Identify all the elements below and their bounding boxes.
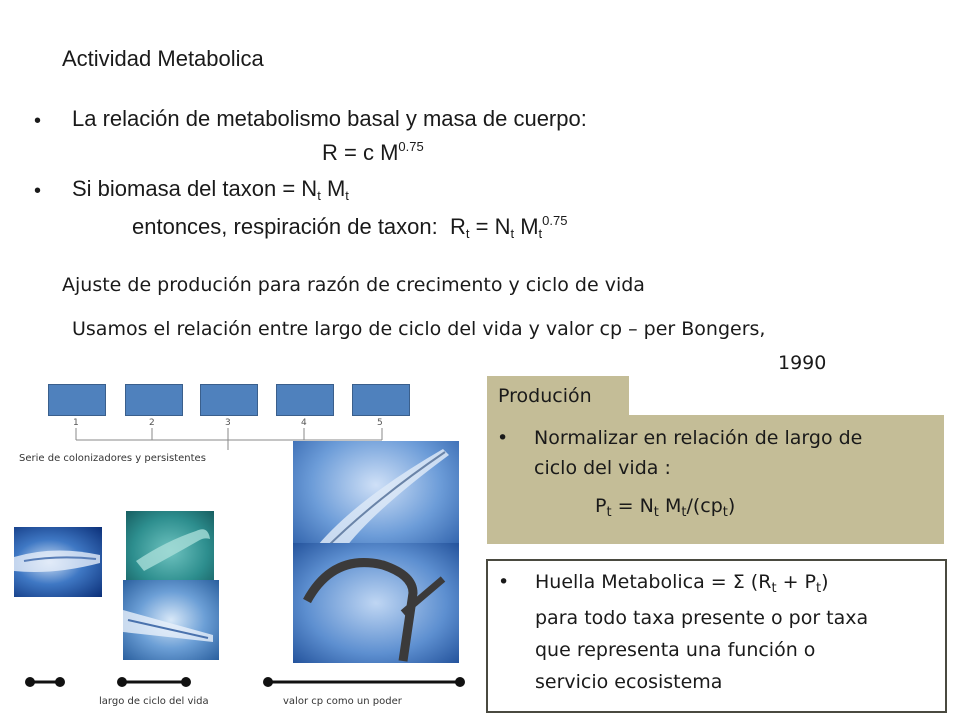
formula-r: R = c $M^{0.75}$ — [322, 139, 424, 165]
cp-box-1 — [48, 384, 106, 416]
ajuste-text: Ajuste de produción para razón de crecimento y ciclo de vida — [62, 274, 645, 296]
produccion-line-2: ciclo del vida : — [534, 457, 671, 479]
cp-power-caption: valor cp como un poder — [283, 696, 402, 707]
produccion-panel — [487, 415, 944, 544]
colonizer-caption: Serie de colonizadores y persistentes — [19, 453, 206, 464]
huella-line-3: que representa una función o — [535, 639, 816, 661]
produccion-line-1: Normalizar en relación de largo de — [534, 427, 863, 449]
bullet-biomass: Si biomasa del taxon = $N_t$ $M_t$ — [72, 176, 349, 203]
year-text: 1990 — [778, 352, 827, 374]
cycle-caption: largo de ciclo del vida — [99, 696, 209, 707]
cp-box-5 — [352, 384, 410, 416]
cp-box-3 — [200, 384, 258, 416]
produccion-formula: $P_t = N_t$ $M_t/(cp_t)$ — [595, 495, 736, 520]
huella-line-4: servicio ecosistema — [535, 671, 723, 693]
produccion-tab — [487, 376, 629, 416]
nematode-photo — [123, 580, 219, 660]
tick-label: 1 — [73, 418, 79, 428]
bullet-dot: • — [34, 110, 42, 132]
tick-label: 4 — [301, 418, 307, 428]
nematode-photo — [126, 511, 214, 591]
nematode-photo — [293, 441, 459, 551]
bullet-dot: • — [34, 180, 42, 202]
huella-panel — [486, 559, 947, 713]
produccion-tab-label: Produción — [498, 385, 592, 407]
cp-box-2 — [125, 384, 183, 416]
usamos-text: Usamos el relación entre largo de ciclo del vida y valor cp – per Bongers, — [72, 318, 766, 340]
tick-label: 2 — [149, 418, 155, 428]
bullet-dot: • — [498, 571, 510, 593]
cp-box-4 — [276, 384, 334, 416]
cycle-scale-markers — [20, 672, 470, 692]
nematode-photo — [14, 527, 102, 597]
slide-title: Actividad Metabolica — [62, 46, 264, 71]
nematode-photo — [293, 543, 459, 663]
tick-label: 5 — [377, 418, 383, 428]
huella-line-2: para todo taxa presente o por taxa — [535, 607, 869, 629]
huella-formula: Huella Metabolica = Σ $(R_t + P_t)$ — [535, 571, 829, 596]
tick-label: 3 — [225, 418, 231, 428]
bullet-dot: • — [497, 427, 509, 449]
bullet-metabolism: La relación de metabolismo basal y masa de cuerpo: — [72, 106, 587, 131]
respiration-formula: entonces, respiración de taxon: $R_t = N_t$ $M_t^{0.75}$ — [132, 213, 568, 241]
